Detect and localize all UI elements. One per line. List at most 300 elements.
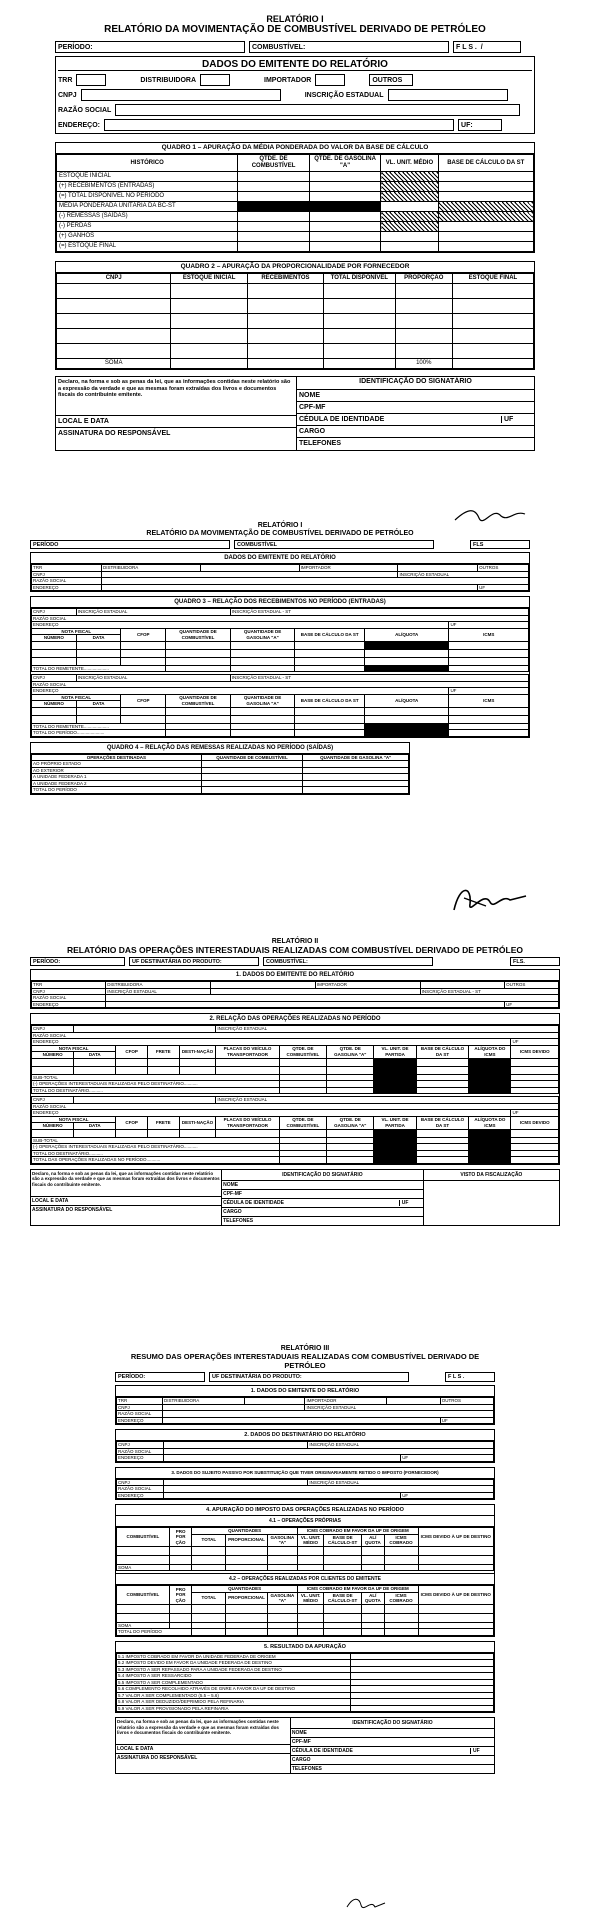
resultado-row-label: 5.8 VALOR A SER DEDUZIDO/DEPRIMIDO PELA REFINARIA [117, 1699, 351, 1706]
razao-label: RAZÃO SOCIAL [117, 1448, 164, 1455]
resultado-row-label: 5.5 IMPOSTO A SER COMPLEMENTADO [117, 1679, 351, 1686]
resultado-row-label: 5.6 COMPLEMENTO RECOLHIDO ATRAVÉS DE GNRE A FAVOR DA UF DE DESTINO [117, 1686, 351, 1693]
col-icms-origem: ICMS COBRADO EM FAVOR DA UF DE ORIGEM [297, 1586, 418, 1593]
col-aliquota: ALÍ QUOTA [361, 1534, 384, 1546]
uf-label: UF [478, 584, 529, 591]
destinatario-header: 2. DADOS DO DESTINATÁRIO DO RELATÓRIO [116, 1430, 494, 1441]
declaracao-col [31, 1170, 222, 1225]
quadro-3-title: QUADRO 3 – RELAÇÃO DOS RECEBIMENTOS NO PERÍODO (ENTRADAS) [31, 597, 529, 608]
table-row [117, 1492, 494, 1499]
quadro-4-title: QUADRO 4 – RELAÇÃO DAS REMESSAS REALIZADAS NO PERÍODO (SAÍDAS) [31, 743, 409, 754]
col-quantidades: QUANTIDADES [192, 1586, 298, 1593]
declaracao-text: Declaro, na forma e sob as penas da lei, que as informações contidas neste relatório são a expressão da verdade e que as mesmas foram extraídas dos livros e documentos fiscais do contribuinte emitente. [31, 1170, 221, 1197]
table-row [57, 299, 534, 314]
q1-row-label: (+) RECEBIMENTOS (ENTRADAS) [57, 182, 238, 192]
importador-checkbox[interactable] [315, 74, 345, 86]
emitente-header: 1. DADOS DO EMITENTE DO RELATÓRIO [31, 970, 559, 981]
uf-label: UF [401, 1455, 494, 1462]
q2-col-estoque-final: ESTOQUE FINAL [452, 274, 533, 284]
total-operacoes-label: TOTAL DAS OPERAÇÕES REALIZADAS NO PERÍODO........... [32, 1157, 280, 1164]
col-numero: NÚMERO [32, 701, 77, 708]
cedula-uf-label: UF [470, 1748, 493, 1754]
combustivel-field[interactable] [234, 540, 434, 549]
insc-label: INSCRIÇÃO ESTADUAL [216, 1097, 559, 1104]
q4-row-label: TOTAL DO PERÍODO [32, 787, 202, 794]
resultado-row-label: 5.3 IMPOSTO A SER REPASSADO PARA A UNIDADE FEDERADA DE DESTINO [117, 1666, 351, 1673]
signatario-block [30, 1169, 560, 1226]
uf-destinataria-label: UF DESTINATÁRIA DO PRODUTO: [132, 958, 222, 965]
cargo-field[interactable]: CARGO [297, 426, 534, 438]
table-row [57, 242, 534, 252]
endereco-label: ENDEREÇO: [58, 121, 101, 129]
insc-label: INSCRIÇÃO ESTADUAL [308, 1442, 494, 1449]
razao-label: RAZÃO SOCIAL [32, 578, 102, 585]
soma-label: SOMA [117, 1564, 170, 1571]
table-row [32, 707, 529, 715]
emitente-table [31, 981, 559, 1008]
uf-destinataria-field[interactable] [129, 957, 259, 966]
outros-label: OUTROS [440, 1398, 493, 1405]
cpf-field[interactable]: CPF-MF [222, 1190, 423, 1199]
q1-row-label: (=) ESTOQUE FINAL [57, 242, 238, 252]
uf-destinataria-label: UF DESTINATÁRIA DO PRODUTO: [212, 1374, 302, 1380]
q2-col-recebimentos: RECEBIMENTOS [247, 274, 323, 284]
q1-row-label: (=) TOTAL DISPONÍVEL NO PERÍODO [57, 192, 238, 202]
endereco-label: ENDEREÇO [32, 688, 449, 695]
table-row [117, 1417, 494, 1424]
declaracao-col [56, 377, 297, 450]
col-icms-cobrado: ICMS COBRADO [384, 1534, 418, 1546]
cnpj-label: CNPJ [58, 91, 77, 99]
quadro-3-table-b [31, 674, 529, 737]
col-qtd-gasolina: QTDE. DE GASOLINA "A" [327, 1116, 374, 1129]
cnpj-label: CNPJ [32, 988, 106, 995]
col-data: DATA [74, 1123, 116, 1130]
cedula-uf-label: UF [399, 1200, 422, 1206]
cedula-uf-label: UF [501, 416, 532, 423]
col-proporcao: PRO POR ÇÃO [169, 1586, 192, 1605]
emitente-header: DADOS DO EMITENTE DO RELATÓRIO [31, 553, 529, 564]
col-aliquota: ALÍQUOTA [364, 628, 448, 641]
col-total: TOTAL [192, 1592, 226, 1604]
col-total: TOTAL [192, 1534, 226, 1546]
col-vl-unit: VL. UNIT. DE PARTIDA [374, 1116, 416, 1129]
cnpj-label: CNPJ [32, 1097, 74, 1104]
col-vl-unit: VL. UNIT. MÉDIO [297, 1592, 323, 1604]
operacoes-header: 2. RELAÇÃO DAS OPERAÇÕES REALIZADAS NO PERÍODO [31, 1014, 559, 1025]
nome-field[interactable]: NOME [222, 1181, 423, 1190]
local-data-label[interactable]: LOCAL E DATA [116, 1745, 290, 1754]
razao-field[interactable] [115, 104, 520, 116]
razao-label: RAZÃO SOCIAL [117, 1411, 163, 1418]
relatorio-2 [30, 938, 560, 1333]
distribuidora-label: DISTRIBUIDORA [140, 76, 197, 84]
emitente-header: DADOS DO EMITENTE DO RELATÓRIO [58, 59, 532, 71]
nota-fiscal-header: NOTA FISCAL [32, 1045, 116, 1052]
table-row [57, 202, 534, 212]
q2-col-cnpj: CNPJ [57, 274, 171, 284]
table-row [57, 329, 534, 344]
soma-percent: 100% [395, 359, 452, 369]
resultado-row-label: 5.2 IMPOSTO DEVIDO EM FAVOR DA UNIDADE FEDERADA DE DESTINO [117, 1660, 351, 1667]
razao-label: RAZÃO SOCIAL [32, 615, 529, 622]
uf-label: UF [449, 622, 529, 629]
col-data: DATA [76, 635, 121, 642]
emitente-table [31, 564, 529, 591]
soma-row [117, 1564, 494, 1571]
table-row [32, 787, 409, 794]
total-periodo-row [32, 730, 529, 737]
razao-label: RAZÃO SOCIAL [58, 106, 112, 114]
fls-field[interactable] [453, 41, 521, 53]
col-vl-unit: VL. UNIT. MÉDIO [297, 1534, 323, 1546]
soma-row [57, 359, 534, 369]
op-inter-label: (-) OPERAÇÕES INTERESTADUAIS REALIZADAS PELO DESTINATÁRIO........... [32, 1081, 280, 1088]
resultado-block [115, 1641, 495, 1714]
identificacao-header: IDENTIFICAÇÃO DO SIGNATÁRIO [222, 1170, 423, 1181]
cedula-field[interactable] [291, 1747, 494, 1756]
apuracao-header: 4. APURAÇÃO DO IMPOSTO DAS OPERAÇÕES REALIZADAS NO PERÍODO [116, 1505, 494, 1516]
sujeito-passivo-table [116, 1479, 494, 1500]
q4-col-combustivel: QUANTIDADE DE COMBUSTÍVEL [201, 754, 303, 761]
report-label: RELATÓRIO II [271, 938, 319, 945]
quadro-3-table-a [31, 608, 529, 672]
quadro-1-table [56, 154, 534, 252]
uf-label: UF [440, 1417, 493, 1424]
q1-row-label: ESTOQUE INICIAL [57, 172, 238, 182]
col-frete: FRETE [147, 1045, 179, 1058]
signature-scribble [453, 504, 543, 524]
assinatura-label[interactable]: ASSINATURA DO RESPONSÁVEL [58, 430, 171, 437]
report-label: RELATÓRIO I [257, 522, 303, 529]
distribuidora-label: DISTRIBUIDORA [102, 565, 201, 572]
assinatura-label[interactable]: ASSINATURA DO RESPONSÁVEL [32, 1206, 113, 1213]
uf-label: UF [401, 1492, 494, 1499]
quadro-2 [55, 261, 535, 370]
quadro-3 [30, 596, 530, 738]
periodo-label: PERÍODO: [33, 958, 61, 965]
cargo-field[interactable]: CARGO [291, 1756, 494, 1765]
col-icms-destino: ICMS DEVIDO À UF DE DESTINO [418, 1586, 493, 1605]
table-row [32, 641, 529, 649]
emitente-block [30, 969, 560, 1009]
endereco-label: ENDEREÇO [32, 1110, 511, 1117]
trr-checkbox[interactable] [76, 74, 106, 86]
visto-header: VISTO DA FISCALIZAÇÃO [424, 1170, 559, 1181]
col-aliquota: ALÍQUOTA [364, 694, 448, 707]
periodo-field[interactable] [115, 1372, 205, 1382]
relatorio-1-page-2 [30, 522, 530, 932]
col-frete: FRETE [147, 1116, 179, 1129]
total-destinatario-row [32, 1087, 559, 1094]
q1-col-combustivel: QTDE. DE COMBUSTÍVEL [238, 155, 310, 172]
uf-label: UF: [461, 121, 473, 129]
col-qtd-gasolina: QUANTIDADE DE GASOLINA "A" [230, 628, 295, 641]
insc-label: INSCRIÇÃO ESTADUAL [304, 91, 384, 99]
total-periodo-label: TOTAL DO PERÍODO [117, 1629, 192, 1636]
insc-label: INSCRIÇÃO ESTADUAL [76, 675, 230, 682]
col-base-calculo: BASE DE CÁLCULO DA ST [416, 1116, 469, 1129]
soma-label: SOMA [117, 1622, 170, 1629]
table-row [32, 657, 529, 665]
nota-fiscal-header: NOTA FISCAL [32, 628, 121, 635]
operacoes-proprias-table [116, 1527, 494, 1571]
total-periodo-label: TOTAL DO PERÍODO...................... [32, 730, 166, 737]
table-row [117, 1455, 494, 1462]
insc-st-label: INSCRIÇÃO ESTADUAL - ST [230, 675, 528, 682]
col-cfop: CFOP [121, 694, 166, 707]
resultado-row-label: 5.9 VALOR A SER PROVISIONADO PELA REFINARIA [117, 1705, 351, 1712]
outros-label: OUTROS [478, 565, 529, 572]
fls-separator: / [480, 43, 483, 51]
col-data: DATA [74, 1052, 116, 1059]
q1-col-gasolina: QTDE. DE GASOLINA "A" [309, 155, 381, 172]
relatorio-3 [115, 1345, 495, 1915]
identificacao-col [297, 377, 534, 450]
table-row [117, 1613, 494, 1622]
nota-fiscal-header: NOTA FISCAL [32, 1116, 116, 1123]
importador-label: IMPORTADOR [264, 76, 312, 84]
col-numero: NÚMERO [32, 1052, 74, 1059]
cnpj-label: CNPJ [117, 1404, 163, 1411]
visto-col [424, 1170, 559, 1225]
signature-scribble [450, 880, 530, 920]
endereco-field[interactable] [104, 119, 454, 131]
soma-label: SOMA [57, 359, 171, 369]
identificacao-col [222, 1170, 424, 1225]
insc-label: INSCRIÇÃO ESTADUAL [76, 609, 230, 616]
quadro-4 [30, 742, 410, 795]
periodo-field[interactable] [30, 957, 125, 966]
declaracao-text: Declaro, na forma e sob as penas da lei, que as informações contidas neste relatório são a expressão da verdade e que as mesmas foram extraídas dos livros e documentos fiscais do contribuinte emitente. [56, 377, 296, 416]
distribuidora-label: DISTRIBUIDORA [163, 1398, 245, 1405]
total-remetente-label: TOTAL DO REMETENTE.................... [32, 665, 166, 672]
q1-col-base: BASE DE CÁLCULO DA ST [438, 155, 533, 172]
fls-label: FLS [473, 541, 484, 548]
resultado-table [116, 1653, 494, 1713]
trr-label: TRR [58, 76, 73, 84]
fls-field[interactable] [445, 1372, 495, 1382]
sujeito-passivo-header: 3. DADOS DO SUJEITO PASSIVO POR SUBSTITUIÇÃO QUE TIVER ORIGINARIAMENTE RETIDO O IMPOSTO (FORNECEDOR) [116, 1468, 494, 1479]
table-row [117, 1555, 494, 1564]
col-icms-destino: ICMS DEVIDO À UF DE DESTINO [418, 1528, 493, 1547]
report-title: RELATÓRIO DA MOVIMENTAÇÃO DE COMBUSTÍVEL DERIVADO DE PETRÓLEO [104, 24, 486, 35]
col-icms-origem: ICMS COBRADO EM FAVOR DA UF DE ORIGEM [297, 1528, 418, 1535]
combustivel-label: COMBUSTÍVEL: [266, 958, 308, 965]
table-row [57, 212, 534, 222]
combustivel-field[interactable] [263, 957, 433, 966]
table-row [117, 1604, 494, 1613]
col-data: DATA [76, 701, 121, 708]
operacoes-clientes-table [116, 1585, 494, 1636]
col-aliquota: ALÍQUOTA DO ICMS [469, 1116, 511, 1129]
declaracao-col [116, 1718, 291, 1773]
outros-label: OUTROS [505, 982, 559, 989]
cedula-label: CÉDULA DE IDENTIDADE [291, 1748, 353, 1754]
destinatario-table [116, 1441, 494, 1462]
q4-row-label: AO EXTERIOR [32, 767, 202, 774]
sujeito-passivo-block [115, 1467, 495, 1501]
cpf-field[interactable]: CPF-MF [291, 1738, 494, 1747]
col-qtd-combustivel: QUANTIDADE DE COMBUSTÍVEL [166, 628, 231, 641]
fls-label: F L S . [448, 1374, 465, 1380]
periodo-label: PERÍODO: [58, 43, 93, 51]
cargo-field[interactable]: CARGO [222, 1208, 423, 1217]
insc-label: INSCRIÇÃO ESTADUAL [308, 1479, 494, 1486]
col-icms-cobrado: ICMS COBRADO [384, 1592, 418, 1604]
combustivel-label: COMBUSTÍVEL [237, 541, 278, 548]
insc-st-label: INSCRIÇÃO ESTADUAL - ST [420, 988, 558, 995]
fls-label: F L S . [456, 43, 477, 51]
table-row [32, 1058, 559, 1066]
outros-label: OUTROS [372, 76, 403, 84]
quadro-2-title: QUADRO 2 – APURAÇÃO DA PROPORCIONALIDADE POR FORNECEDOR [56, 262, 534, 273]
razao-label: RAZÃO SOCIAL [32, 1032, 559, 1039]
col-numero: NÚMERO [32, 635, 77, 642]
periodo-label: PERÍODO: [118, 1374, 146, 1380]
local-data-label[interactable]: LOCAL E DATA [31, 1197, 221, 1206]
periodo-field[interactable] [55, 41, 245, 53]
col-combustivel: COMBUSTÍVEL [117, 1528, 170, 1547]
operacoes-table-b [31, 1096, 559, 1164]
total-remetente-row [32, 665, 529, 672]
outros-checkbox[interactable] [369, 74, 413, 86]
emitente-table [116, 1397, 494, 1424]
table-row [57, 232, 534, 242]
quadro-1 [55, 142, 535, 253]
col-base-calculo: BASE DE CÁLCULO DA ST [416, 1045, 469, 1058]
uf-field[interactable] [458, 119, 502, 131]
uf-destinataria-field[interactable] [209, 1372, 409, 1382]
table-row [57, 192, 534, 202]
header-bar [30, 540, 530, 549]
operacoes-block [30, 1013, 560, 1165]
uf-label: UF [505, 1001, 559, 1008]
col-placas: PLACAS DO VEÍCULO TRANSPORTADOR [216, 1116, 279, 1129]
col-icms-devido: ICMS DEVIDO [511, 1045, 559, 1058]
signature-scribble [345, 1895, 405, 1911]
operacoes-proprias-header: 4.1 – OPERAÇÕES PRÓPRIAS [116, 1516, 494, 1527]
report-title: RELATÓRIO DAS OPERAÇÕES INTERESTADUAIS REALIZADAS COM COMBUSTÍVEL DERIVADO DE PETRÓLEO [66, 945, 524, 955]
table-row [57, 314, 534, 329]
operacoes-clientes-header: 4.2 – OPERAÇÕES REALIZADAS POR CLIENTES DO EMITENTE [116, 1573, 494, 1585]
cpf-field[interactable]: CPF-MF [297, 402, 534, 414]
fls-field[interactable] [510, 957, 560, 966]
report-label: RELATÓRIO I [266, 14, 324, 24]
assinatura-label[interactable]: ASSINATURA DO RESPONSÁVEL [117, 1755, 198, 1761]
col-proporcao: PRO POR ÇÃO [169, 1528, 192, 1547]
total-destinatario-label: TOTAL DO DESTINATÁRIO........... [32, 1150, 280, 1157]
col-icms: ICMS [449, 628, 529, 641]
table-row [57, 182, 534, 192]
q1-col-vl-unit: VL. UNIT. MÉDIO [381, 155, 438, 172]
nome-field[interactable]: NOME [297, 390, 534, 402]
table-row [117, 1705, 494, 1712]
cnpj-row [58, 89, 532, 101]
cnpj-field[interactable] [81, 89, 281, 101]
emitente-block [55, 56, 535, 134]
telefones-field[interactable]: TELEFONES [299, 440, 342, 447]
col-icms: ICMS [449, 694, 529, 707]
telefones-field[interactable]: TELEFONES [291, 1766, 322, 1772]
quadro-4-table [31, 754, 409, 794]
table-row [32, 715, 529, 723]
insc-label: INSCRIÇÃO ESTADUAL [398, 571, 529, 578]
table-row [32, 1001, 559, 1008]
q4-row-label: AO PRÓPRIO ESTADO [32, 761, 202, 768]
q1-row-label: (-) PERDAS [57, 222, 238, 232]
emitente-block [115, 1385, 495, 1425]
col-base-calculo: BASE DE CÁLCULO-ST [324, 1534, 362, 1546]
local-data-label[interactable]: LOCAL E DATA [56, 416, 296, 428]
trr-label: TRR [32, 565, 102, 572]
identificacao-col [291, 1718, 494, 1773]
col-proporcional: PROPORCIONAL [226, 1534, 267, 1546]
relatorio-1-page-1 [55, 14, 535, 519]
insc-field[interactable] [388, 89, 508, 101]
header-bar [115, 1372, 495, 1382]
emitente-block [30, 552, 530, 592]
q2-col-proporcao: PROPORÇÃO [395, 274, 452, 284]
q4-col-operacoes: OPERAÇÕES DESTINADAS [32, 754, 202, 761]
periodo-field[interactable] [30, 540, 230, 549]
combustivel-field[interactable] [249, 41, 449, 53]
q2-col-total-disponivel: TOTAL DISPONÍVEL [324, 274, 396, 284]
cedula-label: CÉDULA DE IDENTIDADE [299, 416, 385, 423]
col-destinacao: DESTI-NAÇÃO [179, 1045, 216, 1058]
q1-row-label: MÉDIA PONDERADA UNITÁRIA DA BC-ST [57, 202, 238, 212]
periodo-label: PERÍODO [33, 541, 59, 548]
quadro-1-title: QUADRO 1 – APURAÇÃO DA MÉDIA PONDERADA DO VALOR DA BASE DE CÁLCULO [56, 143, 534, 154]
total-periodo-row [117, 1629, 494, 1636]
insc-st-label: INSCRIÇÃO ESTADUAL - ST [230, 609, 528, 616]
cnpj-label: CNPJ [117, 1442, 164, 1449]
col-combustivel: COMBUSTÍVEL [117, 1586, 170, 1605]
col-vl-unit: VL. UNIT. DE PARTIDA [374, 1045, 416, 1058]
uf-label: UF [449, 688, 529, 695]
endereco-label: ENDEREÇO [32, 1001, 106, 1008]
uf-label: UF [511, 1039, 559, 1046]
identificacao-header: IDENTIFICAÇÃO DO SIGNATÁRIO [291, 1718, 494, 1729]
table-row [32, 649, 529, 657]
endereco-label: ENDEREÇO [32, 1039, 511, 1046]
col-qtd-combustivel: QTDE. DE COMBUSTÍVEL [279, 1116, 326, 1129]
col-gasolina: GASOLINA "A" [267, 1592, 297, 1604]
report-title: RELATÓRIO DA MOVIMENTAÇÃO DE COMBUSTÍVEL DERIVADO DE PETRÓLEO [146, 530, 414, 537]
distribuidora-checkbox[interactable] [200, 74, 230, 86]
uf-label: UF [511, 1110, 559, 1117]
cedula-field[interactable] [297, 414, 534, 426]
nome-field[interactable]: NOME [291, 1729, 494, 1738]
telefones-field[interactable]: TELEFONES [223, 1217, 254, 1224]
table-row [57, 284, 534, 299]
cedula-field[interactable] [222, 1199, 423, 1208]
col-qtd-combustivel: QUANTIDADE DE COMBUSTÍVEL [166, 694, 231, 707]
col-icms-devido: ICMS DEVIDO [511, 1116, 559, 1129]
resultado-row-label: 5.7 VALOR A SER COMPLEMENTADO (5.5 – 5.6) [117, 1692, 351, 1699]
col-qtd-gasolina: QTDE. DE GASOLINA "A" [327, 1045, 374, 1058]
fls-label: FLS. [513, 958, 525, 965]
header-bar [30, 957, 560, 966]
q1-row-label: (-) REMESSAS (SAÍDAS) [57, 212, 238, 222]
subtotal-label: SUB-TOTAL [32, 1137, 280, 1144]
emitente-header: 1. DADOS DO EMITENTE DO RELATÓRIO [116, 1386, 494, 1397]
emitente-type-row [58, 74, 532, 86]
fls-field[interactable] [470, 540, 530, 549]
signatario-block [55, 376, 535, 451]
signatario-block [115, 1717, 495, 1774]
resultado-row-label: 5.1 IMPOSTO COBRADO EM FAVOR DA UNIDADE FEDERADA DE ORIGEM [117, 1653, 351, 1660]
